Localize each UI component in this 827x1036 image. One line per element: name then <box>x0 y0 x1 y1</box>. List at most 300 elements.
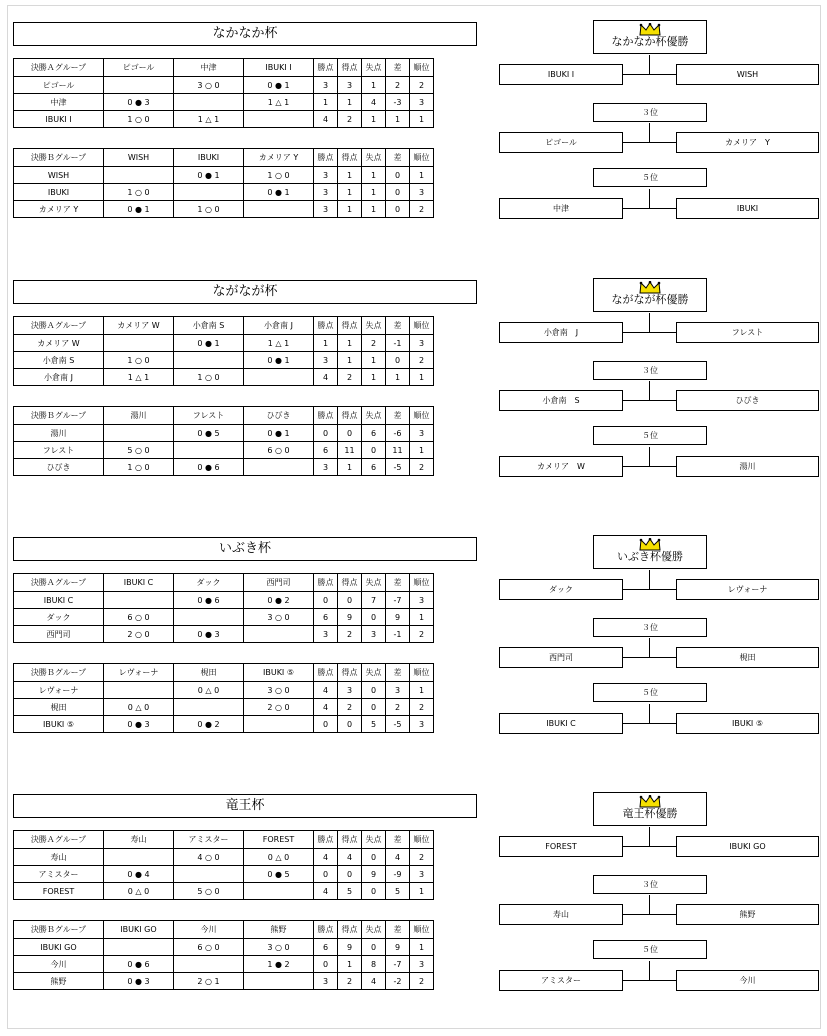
third-place-team-left: 西門司 <box>499 647 623 668</box>
table-row <box>14 592 434 609</box>
third-place-connector-v <box>649 123 650 143</box>
cell-opp1 <box>104 167 174 184</box>
cell-points: 0 <box>314 866 338 883</box>
header-goals-against: 失点 <box>362 317 386 335</box>
header-points: 勝点 <box>314 317 338 335</box>
cell-rank: 2 <box>410 201 434 218</box>
cell-goal-diff: -1 <box>386 335 410 352</box>
header-opp3: FOREST <box>244 831 314 849</box>
group-b-table <box>13 663 434 733</box>
cell-rank: 1 <box>410 111 434 128</box>
header-team: 決勝Ａグループ <box>14 574 104 592</box>
fifth-place-label: ５位 <box>593 168 707 187</box>
header-goals-for: 得点 <box>338 921 362 939</box>
cell-goals-for: 1 <box>338 94 362 111</box>
final-team-left: ダック <box>499 579 623 600</box>
fifth-place-team-right: IBUKI <box>676 198 819 219</box>
cell-points: 4 <box>314 699 338 716</box>
cell-goal-diff: 0 <box>386 184 410 201</box>
cup-title: ながなが杯 <box>13 280 477 304</box>
header-points: 勝点 <box>314 831 338 849</box>
table-row <box>14 111 434 128</box>
cell-opp2: 4 ○ 0 <box>174 849 244 866</box>
cell-opp3: 1 △ 1 <box>244 94 314 111</box>
header-points: 勝点 <box>314 921 338 939</box>
cell-opp1 <box>104 939 174 956</box>
header-goals-for: 得点 <box>338 407 362 425</box>
cell-goals-for: 0 <box>338 592 362 609</box>
cell-opp2: 5 ○ 0 <box>174 883 244 900</box>
group-a-table <box>13 316 434 386</box>
cell-goals-against: 1 <box>362 184 386 201</box>
cell-points: 0 <box>314 592 338 609</box>
cell-goals-for: 9 <box>338 609 362 626</box>
cell-team: 寿山 <box>14 849 104 866</box>
cell-opp2 <box>174 94 244 111</box>
cell-team: WISH <box>14 167 104 184</box>
fifth-place-connector-v <box>649 704 650 724</box>
cell-opp2: 0 ● 3 <box>174 626 244 643</box>
cell-rank: 2 <box>410 699 434 716</box>
header-opp3: IBUKI ⑤ <box>244 664 314 682</box>
final-team-right: WISH <box>676 64 819 85</box>
third-place-connector-v <box>649 895 650 915</box>
header-goals-for: 得点 <box>338 664 362 682</box>
cell-opp1 <box>104 682 174 699</box>
cell-opp2 <box>174 956 244 973</box>
cell-goal-diff: 1 <box>386 111 410 128</box>
header-opp1: 湯川 <box>104 407 174 425</box>
cell-opp3 <box>244 883 314 900</box>
header-rank: 順位 <box>410 921 434 939</box>
third-place-team-left: ピゴール <box>499 132 623 153</box>
cell-goals-against: 5 <box>362 716 386 733</box>
final-connector-v <box>649 570 650 590</box>
cell-team: 今川 <box>14 956 104 973</box>
group-a-table <box>13 830 434 900</box>
cell-rank: 1 <box>410 442 434 459</box>
fifth-place-connector-v <box>649 189 650 209</box>
cell-opp1: 5 ○ 0 <box>104 442 174 459</box>
cell-opp3: 0 ● 1 <box>244 425 314 442</box>
cell-goals-against: 0 <box>362 883 386 900</box>
cell-rank: 3 <box>410 716 434 733</box>
cell-goals-for: 4 <box>338 849 362 866</box>
table-row <box>14 609 434 626</box>
cell-goals-against: 6 <box>362 459 386 476</box>
table-row <box>14 352 434 369</box>
winner-box <box>593 278 707 312</box>
table-row <box>14 167 434 184</box>
cell-points: 3 <box>314 626 338 643</box>
cell-team: ひびき <box>14 459 104 476</box>
table-row <box>14 425 434 442</box>
header-rank: 順位 <box>410 149 434 167</box>
fifth-place-connector-v <box>649 447 650 467</box>
cell-goal-diff: -9 <box>386 866 410 883</box>
cell-goals-for: 1 <box>338 956 362 973</box>
fifth-place-team-left: カメリア W <box>499 456 623 477</box>
cell-goals-against: 0 <box>362 849 386 866</box>
header-opp2: 小倉南 S <box>174 317 244 335</box>
cup-title: いぶき杯 <box>13 537 477 561</box>
cell-goals-against: 1 <box>362 352 386 369</box>
cell-team: 小倉南 S <box>14 352 104 369</box>
cell-opp2: 0 ● 6 <box>174 592 244 609</box>
cell-goal-diff: 9 <box>386 939 410 956</box>
header-rank: 順位 <box>410 574 434 592</box>
table-row <box>14 442 434 459</box>
table-header-row <box>14 664 434 682</box>
header-goals-against: 失点 <box>362 407 386 425</box>
cell-points: 4 <box>314 111 338 128</box>
cell-team: 熊野 <box>14 973 104 990</box>
cell-opp2 <box>174 352 244 369</box>
header-rank: 順位 <box>410 664 434 682</box>
cell-team: カメリア W <box>14 335 104 352</box>
cell-goals-against: 1 <box>362 111 386 128</box>
cell-team: 梘田 <box>14 699 104 716</box>
header-opp1: IBUKI C <box>104 574 174 592</box>
cell-team: IBUKI I <box>14 111 104 128</box>
cell-goals-against: 3 <box>362 626 386 643</box>
third-place-label: ３位 <box>593 361 707 380</box>
table-row <box>14 866 434 883</box>
cell-team: アミスター <box>14 866 104 883</box>
cell-points: 0 <box>314 425 338 442</box>
cell-opp3: 0 ● 1 <box>244 352 314 369</box>
cell-opp2: 0 ● 5 <box>174 425 244 442</box>
cell-opp3 <box>244 111 314 128</box>
cell-points: 3 <box>314 352 338 369</box>
cell-opp3: 1 △ 1 <box>244 335 314 352</box>
cell-opp1: 1 ○ 0 <box>104 352 174 369</box>
cell-opp3: 0 ● 2 <box>244 592 314 609</box>
cell-points: 3 <box>314 201 338 218</box>
header-team: 決勝Ａグループ <box>14 317 104 335</box>
table-row <box>14 626 434 643</box>
cell-team: IBUKI GO <box>14 939 104 956</box>
cell-opp2: 0 △ 0 <box>174 682 244 699</box>
cell-goals-for: 0 <box>338 716 362 733</box>
cup-title: なかなか杯 <box>13 22 477 46</box>
cell-opp3 <box>244 369 314 386</box>
fifth-place-team-right: IBUKI ⑤ <box>676 713 819 734</box>
header-opp3: IBUKI I <box>244 59 314 77</box>
cell-goals-against: 9 <box>362 866 386 883</box>
table-row <box>14 973 434 990</box>
final-team-left: 小倉南 J <box>499 322 623 343</box>
cell-team: IBUKI <box>14 184 104 201</box>
cell-opp3: 3 ○ 0 <box>244 682 314 699</box>
cell-goals-for: 2 <box>338 626 362 643</box>
group-b-table <box>13 148 434 218</box>
final-connector-v <box>649 55 650 75</box>
header-team: 決勝Ｂグループ <box>14 407 104 425</box>
winner-box <box>593 792 707 826</box>
cell-opp1: 1 ○ 0 <box>104 184 174 201</box>
cell-opp3 <box>244 716 314 733</box>
cell-goals-against: 1 <box>362 77 386 94</box>
cell-opp3: 0 △ 0 <box>244 849 314 866</box>
third-place-team-left: 寿山 <box>499 904 623 925</box>
cell-points: 4 <box>314 883 338 900</box>
header-goals-for: 得点 <box>338 149 362 167</box>
cell-opp1: 2 ○ 0 <box>104 626 174 643</box>
cell-opp3: 3 ○ 0 <box>244 609 314 626</box>
header-opp2: 梘田 <box>174 664 244 682</box>
header-team: 決勝Ａグループ <box>14 831 104 849</box>
cell-rank: 2 <box>410 459 434 476</box>
cell-team: フレスト <box>14 442 104 459</box>
cell-goals-for: 3 <box>338 77 362 94</box>
cell-opp2: 0 ● 1 <box>174 167 244 184</box>
cell-goals-for: 3 <box>338 682 362 699</box>
header-goals-against: 失点 <box>362 831 386 849</box>
final-team-right: フレスト <box>676 322 819 343</box>
cell-points: 0 <box>314 956 338 973</box>
winner-label: なかなか杯優勝 <box>611 35 689 48</box>
cell-rank: 2 <box>410 973 434 990</box>
cell-goals-for: 1 <box>338 201 362 218</box>
cell-goal-diff: 0 <box>386 352 410 369</box>
cell-opp2: 0 ● 6 <box>174 459 244 476</box>
winner-label: 竜王杯優勝 <box>622 807 678 820</box>
cell-opp1: 0 △ 0 <box>104 699 174 716</box>
cell-opp1: 1 ○ 0 <box>104 459 174 476</box>
header-goal-diff: 差 <box>386 664 410 682</box>
cell-rank: 1 <box>410 369 434 386</box>
header-goals-against: 失点 <box>362 574 386 592</box>
table-row <box>14 682 434 699</box>
cell-opp3: 1 ○ 0 <box>244 167 314 184</box>
cell-opp1: 0 △ 0 <box>104 883 174 900</box>
cell-goals-for: 2 <box>338 973 362 990</box>
header-opp3: 西門司 <box>244 574 314 592</box>
cell-team: 西門司 <box>14 626 104 643</box>
cell-goals-against: 4 <box>362 94 386 111</box>
fifth-place-connector-v <box>649 961 650 981</box>
cell-rank: 3 <box>410 866 434 883</box>
cell-goals-against: 0 <box>362 699 386 716</box>
table-row <box>14 939 434 956</box>
cell-rank: 3 <box>410 94 434 111</box>
cell-goals-against: 8 <box>362 956 386 973</box>
third-place-label: ３位 <box>593 618 707 637</box>
cell-goals-against: 0 <box>362 682 386 699</box>
cell-goal-diff: 2 <box>386 77 410 94</box>
fifth-place-label: ５位 <box>593 683 707 702</box>
cell-opp2 <box>174 609 244 626</box>
header-points: 勝点 <box>314 149 338 167</box>
cell-points: 4 <box>314 369 338 386</box>
cell-rank: 1 <box>410 609 434 626</box>
third-place-team-right: カメリア Y <box>676 132 819 153</box>
header-goals-against: 失点 <box>362 149 386 167</box>
cell-opp2: 2 ○ 1 <box>174 973 244 990</box>
cell-points: 1 <box>314 94 338 111</box>
cell-goal-diff: 3 <box>386 682 410 699</box>
cell-opp1 <box>104 849 174 866</box>
cell-goal-diff: -1 <box>386 626 410 643</box>
header-opp1: ピゴール <box>104 59 174 77</box>
cell-rank: 2 <box>410 77 434 94</box>
cell-team: レヴォーナ <box>14 682 104 699</box>
cell-goal-diff: -2 <box>386 973 410 990</box>
fifth-place-team-right: 今川 <box>676 970 819 991</box>
table-header-row <box>14 317 434 335</box>
cell-rank: 1 <box>410 682 434 699</box>
cell-opp2 <box>174 866 244 883</box>
table-header-row <box>14 407 434 425</box>
cell-points: 4 <box>314 849 338 866</box>
cell-goals-for: 1 <box>338 184 362 201</box>
cell-opp2 <box>174 699 244 716</box>
fifth-place-label: ５位 <box>593 940 707 959</box>
header-points: 勝点 <box>314 59 338 77</box>
cell-team: ピゴール <box>14 77 104 94</box>
table-row <box>14 883 434 900</box>
cell-opp3: 0 ● 1 <box>244 184 314 201</box>
cell-goals-against: 0 <box>362 609 386 626</box>
header-opp1: カメリア W <box>104 317 174 335</box>
cell-opp3 <box>244 201 314 218</box>
cell-points: 3 <box>314 77 338 94</box>
cell-team: IBUKI C <box>14 592 104 609</box>
header-goal-diff: 差 <box>386 921 410 939</box>
header-opp2: アミスター <box>174 831 244 849</box>
header-goals-for: 得点 <box>338 59 362 77</box>
cell-goals-for: 11 <box>338 442 362 459</box>
header-opp3: ひびき <box>244 407 314 425</box>
header-goals-against: 失点 <box>362 921 386 939</box>
cell-rank: 3 <box>410 956 434 973</box>
cell-goal-diff: 0 <box>386 167 410 184</box>
cell-goals-against: 0 <box>362 442 386 459</box>
header-team: 決勝Ｂグループ <box>14 921 104 939</box>
cell-goals-for: 1 <box>338 459 362 476</box>
cell-opp3 <box>244 459 314 476</box>
cell-points: 3 <box>314 459 338 476</box>
cell-goals-against: 4 <box>362 973 386 990</box>
header-opp2: 今川 <box>174 921 244 939</box>
cell-rank: 3 <box>410 184 434 201</box>
final-connector-v <box>649 313 650 333</box>
table-row <box>14 459 434 476</box>
cell-goal-diff: 9 <box>386 609 410 626</box>
header-opp2: 中津 <box>174 59 244 77</box>
cell-goals-for: 9 <box>338 939 362 956</box>
header-goals-against: 失点 <box>362 59 386 77</box>
header-goals-for: 得点 <box>338 831 362 849</box>
cell-opp2: 1 ○ 0 <box>174 201 244 218</box>
table-header-row <box>14 149 434 167</box>
header-rank: 順位 <box>410 831 434 849</box>
cell-goal-diff: -7 <box>386 956 410 973</box>
cell-opp1: 0 ● 6 <box>104 956 174 973</box>
header-opp1: WISH <box>104 149 174 167</box>
cell-goal-diff: -6 <box>386 425 410 442</box>
header-opp3: 熊野 <box>244 921 314 939</box>
cell-rank: 3 <box>410 335 434 352</box>
header-goal-diff: 差 <box>386 831 410 849</box>
cell-opp1: 0 ● 4 <box>104 866 174 883</box>
cell-opp1 <box>104 335 174 352</box>
header-team: 決勝Ｂグループ <box>14 149 104 167</box>
cell-opp3: 6 ○ 0 <box>244 442 314 459</box>
header-opp1: IBUKI GO <box>104 921 174 939</box>
cell-opp1: 1 ○ 0 <box>104 111 174 128</box>
header-opp3: 小倉南 J <box>244 317 314 335</box>
cell-team: 小倉南 J <box>14 369 104 386</box>
cell-rank: 3 <box>410 425 434 442</box>
cell-goals-for: 2 <box>338 369 362 386</box>
table-header-row <box>14 831 434 849</box>
cell-opp3: 0 ● 5 <box>244 866 314 883</box>
group-a-table <box>13 573 434 643</box>
table-header-row <box>14 921 434 939</box>
cell-opp2: 0 ● 1 <box>174 335 244 352</box>
cell-goal-diff: -5 <box>386 459 410 476</box>
header-goals-for: 得点 <box>338 574 362 592</box>
header-opp1: レヴォーナ <box>104 664 174 682</box>
cell-points: 6 <box>314 609 338 626</box>
third-place-team-right: 梘田 <box>676 647 819 668</box>
cell-opp3: 1 ● 2 <box>244 956 314 973</box>
group-a-table <box>13 58 434 128</box>
cell-team: 湯川 <box>14 425 104 442</box>
cell-goal-diff: 5 <box>386 883 410 900</box>
header-team: 決勝Ｂグループ <box>14 664 104 682</box>
cell-points: 0 <box>314 716 338 733</box>
group-b-table <box>13 920 434 990</box>
winner-box <box>593 535 707 569</box>
header-goal-diff: 差 <box>386 407 410 425</box>
header-opp3: カメリア Y <box>244 149 314 167</box>
final-team-right: IBUKI GO <box>676 836 819 857</box>
cell-goals-against: 1 <box>362 369 386 386</box>
cell-team: ダック <box>14 609 104 626</box>
cell-rank: 2 <box>410 352 434 369</box>
cell-points: 6 <box>314 442 338 459</box>
cell-goal-diff: 2 <box>386 699 410 716</box>
cup-section <box>0 794 827 1034</box>
cell-opp2: 3 ○ 0 <box>174 77 244 94</box>
third-place-label: ３位 <box>593 875 707 894</box>
cell-opp3: 3 ○ 0 <box>244 939 314 956</box>
winner-label: ながなが杯優勝 <box>611 293 689 306</box>
cup-title: 竜王杯 <box>13 794 477 818</box>
cell-rank: 3 <box>410 592 434 609</box>
cell-goals-against: 1 <box>362 167 386 184</box>
cell-rank: 2 <box>410 849 434 866</box>
cell-opp3: 0 ● 1 <box>244 77 314 94</box>
cell-goals-for: 2 <box>338 699 362 716</box>
cell-rank: 1 <box>410 939 434 956</box>
final-connector-v <box>649 827 650 847</box>
header-points: 勝点 <box>314 574 338 592</box>
cell-goals-against: 0 <box>362 939 386 956</box>
header-rank: 順位 <box>410 407 434 425</box>
cell-points: 4 <box>314 682 338 699</box>
final-team-left: IBUKI I <box>499 64 623 85</box>
cell-goals-against: 6 <box>362 425 386 442</box>
cell-goal-diff: 1 <box>386 369 410 386</box>
cell-opp3 <box>244 973 314 990</box>
cell-goals-for: 0 <box>338 425 362 442</box>
fifth-place-team-left: アミスター <box>499 970 623 991</box>
cell-goals-for: 1 <box>338 352 362 369</box>
